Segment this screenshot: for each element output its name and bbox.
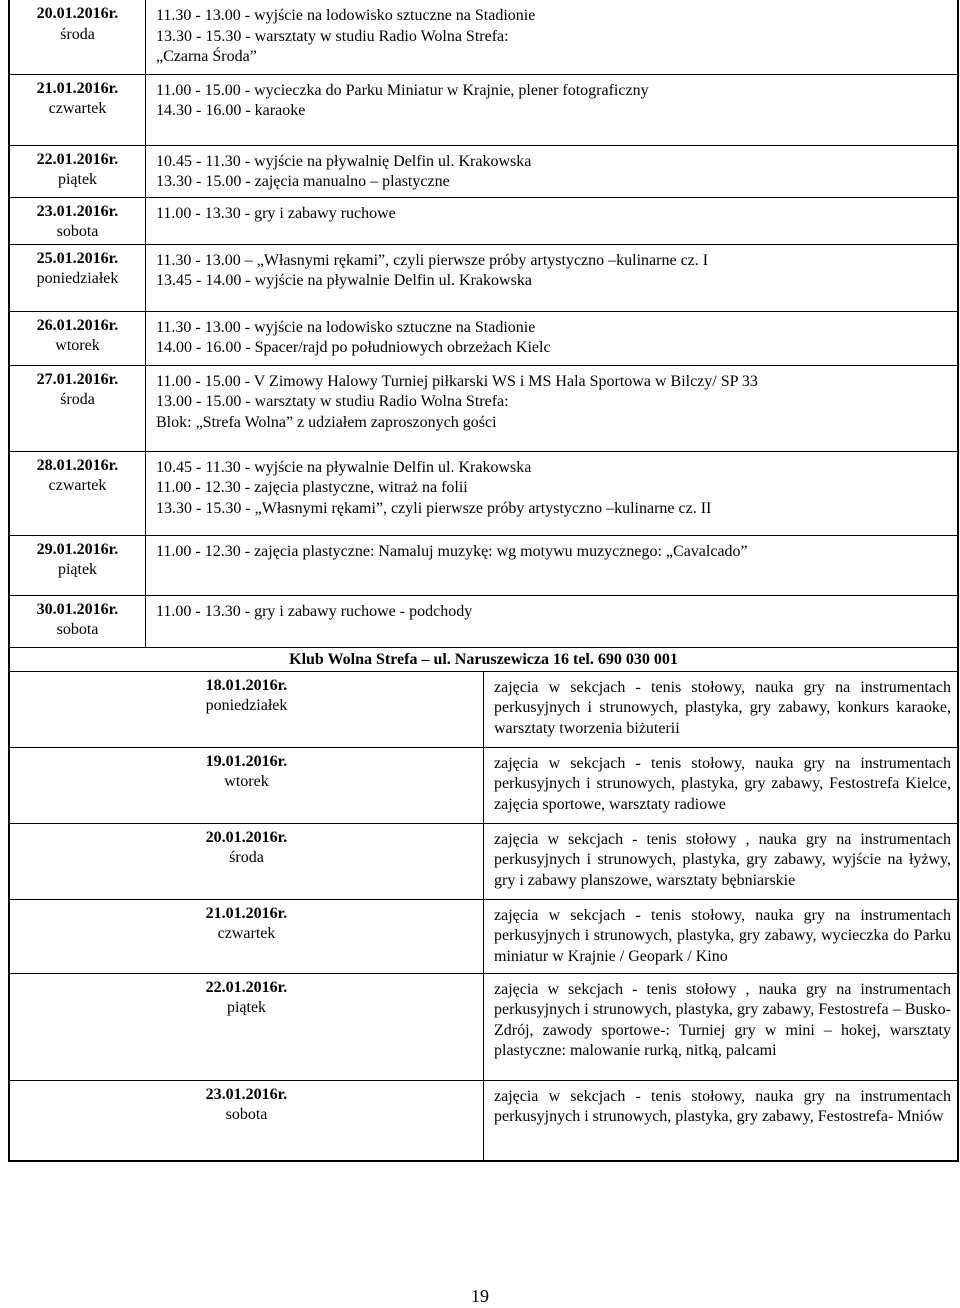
day-row xyxy=(10,595,958,647)
event-item: 13.00 - 15.00 - warsztaty w studiu Radio Wolna Strefa: xyxy=(156,393,509,410)
day-events-cell xyxy=(484,671,958,747)
day-date-cell xyxy=(10,973,484,1080)
date-text: 20.01.2016r. xyxy=(36,5,119,22)
event-item: „Czarna Środa” xyxy=(156,48,257,65)
schedule-sheet xyxy=(8,0,959,1162)
event-item: 11.00 - 15.00 - wycieczka do Parku Miniatur w Krajnie, plener fotograficzny xyxy=(156,81,649,99)
day-row xyxy=(10,311,958,365)
schedule-table-2 xyxy=(9,648,958,1161)
date-text: 30.01.2016r. xyxy=(36,600,119,618)
event-item: zajęcia w sekcjach - tenis stołowy, nauka gry na instrumentach perkusyjnych i strunowych, plastyka, gry zabawy, wycieczka do Parku miniatur w Krajnie / Geopark / Kino xyxy=(494,906,951,965)
day-date-cell xyxy=(10,145,146,197)
page-number: 19 xyxy=(471,1286,489,1306)
day-events-cell xyxy=(484,1080,958,1160)
event-item: 13.30 - 15.30 - „Własnymi rękami”, czyli pierwsze próby artystyczno –kulinarne cz. II xyxy=(156,499,712,517)
date-text: 23.01.2016r. xyxy=(36,202,119,220)
date-text: 20.01.2016r. xyxy=(205,828,288,846)
event-item: 14.30 - 16.00 - karaoke xyxy=(156,102,306,119)
day-row xyxy=(10,365,958,451)
day-events-cell xyxy=(146,145,958,197)
day-row xyxy=(10,244,958,311)
date-text: 28.01.2016r. xyxy=(36,456,119,474)
day-events-cell xyxy=(146,451,958,535)
event-item: zajęcia w sekcjach - tenis stołowy, nauka gry na instrumentach perkusyjnych i strunowych, plastyka, gry zabawy, Festostrefa- Mniów xyxy=(494,1087,951,1125)
weekday-text: sobota xyxy=(56,223,99,240)
day-row xyxy=(10,0,958,74)
date-text: 23.01.2016r. xyxy=(205,1085,288,1103)
day-events-cell xyxy=(484,747,958,823)
day-date-cell xyxy=(10,365,146,451)
day-date-cell xyxy=(10,823,484,899)
weekday-text: piątek xyxy=(57,171,98,188)
weekday-text: czwartek xyxy=(217,925,276,942)
day-events-cell xyxy=(146,74,958,145)
day-events-cell xyxy=(146,535,958,595)
day-date-cell xyxy=(10,1080,484,1160)
weekday-text: piątek xyxy=(57,561,98,578)
day-date-cell xyxy=(10,899,484,973)
weekday-text: sobota xyxy=(225,1106,268,1123)
event-item: zajęcia w sekcjach - tenis stołowy, nauka gry na instrumentach perkusyjnych i strunowych, plastyka, gry zabawy, konkurs karaoke, warsztaty tworzenia biżuterii xyxy=(494,678,951,737)
date-text: 19.01.2016r. xyxy=(205,752,288,770)
date-text: 26.01.2016r. xyxy=(36,316,119,334)
schedule-table-1 xyxy=(9,0,958,648)
weekday-text: środa xyxy=(229,849,264,866)
event-item: 11.00 - 12.30 - zajęcia plastyczne: Namaluj muzykę: wg motywu muzycznego: „Cavalcado” xyxy=(156,542,748,560)
day-events-cell xyxy=(484,899,958,973)
day-date-cell xyxy=(10,0,146,74)
event-item: 11.00 - 13.30 - gry i zabawy ruchowe xyxy=(156,204,396,222)
weekday-text: sobota xyxy=(56,621,99,638)
day-events-cell xyxy=(146,311,958,365)
event-item: zajęcia w sekcjach - tenis stołowy , nauka gry na instrumentach perkusyjnych i strunowych, plastyka, gry zabawy, Festostrefa – Busko-Zdrój, zawody sportowe-: Turniej gry w mini – hokej, warsztaty plastyczne: malowanie rurką, nitką, palcami xyxy=(494,980,951,1059)
weekday-text: piątek xyxy=(226,999,267,1016)
weekday-text: czwartek xyxy=(48,477,107,494)
day-row xyxy=(10,145,958,197)
club-header-row xyxy=(10,648,958,672)
day-row xyxy=(10,197,958,244)
event-item: 13.45 - 14.00 - wyjście na pływalnie Delfin ul. Krakowska xyxy=(156,272,532,289)
day-row xyxy=(10,451,958,535)
day-events-cell xyxy=(146,0,958,74)
day-row xyxy=(10,535,958,595)
weekday-text: poniedziałek xyxy=(205,697,288,714)
day-row xyxy=(10,671,958,747)
event-item: 11.30 - 13.00 - wyjście na lodowisko sztuczne na Stadionie xyxy=(156,7,536,24)
weekday-text: wtorek xyxy=(224,773,269,790)
day-row xyxy=(10,973,958,1080)
day-date-cell xyxy=(10,74,146,145)
date-text: 25.01.2016r. xyxy=(36,249,119,267)
event-item: 10.45 - 11.30 - wyjście na pływalnie Delfin ul. Krakowska xyxy=(156,458,532,476)
club-heading: Klub Wolna Strefa – ul. Naruszewicza 16 tel. 690 030 001 xyxy=(10,648,958,672)
event-item: 10.45 - 11.30 - wyjście na pływalnię Delfin ul. Krakowska xyxy=(156,152,532,170)
day-events-cell xyxy=(484,823,958,899)
event-item: 11.30 - 13.00 – „Własnymi rękami”, czyli pierwsze próby artystyczno –kulinarne cz. I xyxy=(156,251,709,269)
day-date-cell xyxy=(10,244,146,311)
date-text: 18.01.2016r. xyxy=(205,676,288,694)
date-text: 22.01.2016r. xyxy=(36,150,119,168)
date-text: 21.01.2016r. xyxy=(36,79,119,97)
event-item: 13.30 - 15.00 - zajęcia manualno – plastyczne xyxy=(156,173,450,190)
event-item: 14.00 - 16.00 - Spacer/rajd po południowych obrzeżach Kielc xyxy=(156,339,551,356)
day-events-cell xyxy=(146,595,958,647)
day-row xyxy=(10,1080,958,1160)
event-item: 13.30 - 15.30 - warsztaty w studiu Radio Wolna Strefa: xyxy=(156,27,509,45)
day-row xyxy=(10,747,958,823)
day-row xyxy=(10,823,958,899)
day-date-cell xyxy=(10,671,484,747)
day-events-cell xyxy=(484,973,958,1080)
day-events-cell xyxy=(146,365,958,451)
day-date-cell xyxy=(10,451,146,535)
date-text: 27.01.2016r. xyxy=(36,370,119,388)
day-row xyxy=(10,899,958,973)
date-text: 21.01.2016r. xyxy=(205,904,288,922)
event-item: zajęcia w sekcjach - tenis stołowy, nauka gry na instrumentach perkusyjnych i strunowych, plastyka, gry zabawy, Festostrefa Kielce, zajęcia sportowe, warsztaty radiowe xyxy=(494,754,951,813)
day-date-cell xyxy=(10,595,146,647)
day-row xyxy=(10,74,958,145)
event-item: 11.00 - 15.00 - V Zimowy Halowy Turniej piłkarski WS i MS Hala Sportowa w Bilczy/ SP 33 xyxy=(156,372,758,390)
day-events-cell xyxy=(146,244,958,311)
weekday-text: poniedziałek xyxy=(36,270,119,287)
day-date-cell xyxy=(10,197,146,244)
event-item: Blok: „Strefa Wolna” z udziałem zaproszonych gości xyxy=(156,413,497,431)
day-date-cell xyxy=(10,311,146,365)
weekday-text: czwartek xyxy=(48,100,107,117)
date-text: 22.01.2016r. xyxy=(205,978,288,996)
event-item: 11.00 - 12.30 - zajęcia plastyczne, witraż na folii xyxy=(156,479,468,496)
date-text: 29.01.2016r. xyxy=(36,540,119,558)
weekday-text: środa xyxy=(60,391,95,408)
event-item: 11.00 - 13.30 - gry i zabawy ruchowe - podchody xyxy=(156,602,473,620)
day-date-cell xyxy=(10,535,146,595)
event-item: 11.30 - 13.00 - wyjście na lodowisko sztuczne na Stadionie xyxy=(156,318,536,336)
event-item: zajęcia w sekcjach - tenis stołowy , nauka gry na instrumentach perkusyjnych i strunowych, plastyka, gry zabawy, wyjście na łyżwy, gry i zabawy planszowe, warsztaty bębniarskie xyxy=(494,830,951,889)
day-events-cell xyxy=(146,197,958,244)
weekday-text: środa xyxy=(60,25,95,43)
day-date-cell xyxy=(10,747,484,823)
weekday-text: wtorek xyxy=(55,337,100,354)
